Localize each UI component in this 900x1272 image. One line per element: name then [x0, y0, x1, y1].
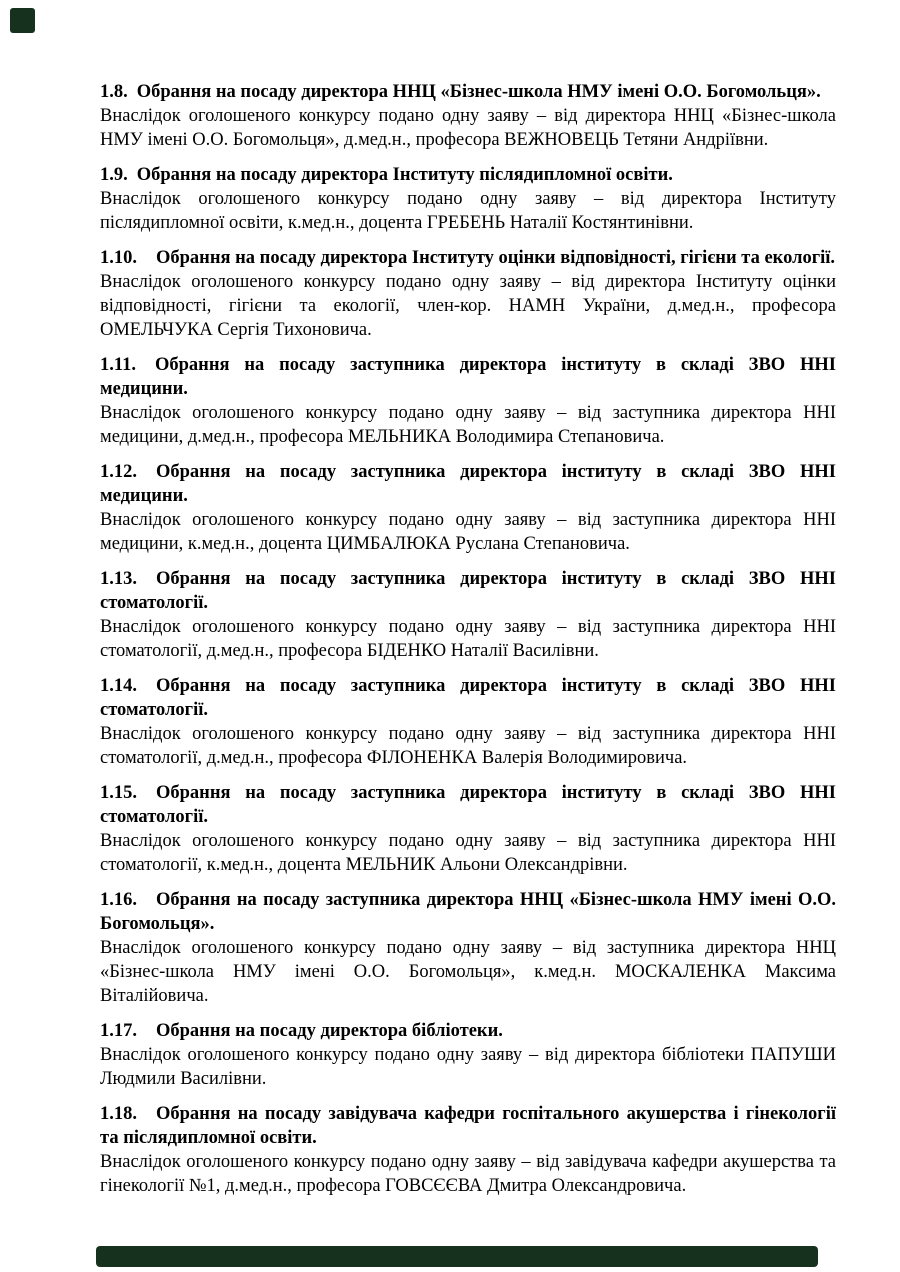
agenda-item-number: 1.12. — [100, 462, 137, 482]
agenda-item-body: Внаслідок оголошеного конкурсу подано одну заяву – від заступника директора ННІ медицини, к.мед.н., доцента ЦИМБАЛЮКА Руслана Степановича. — [100, 510, 836, 554]
agenda-item — [100, 674, 836, 770]
agenda-item-body: Внаслідок оголошеного конкурсу подано одну заяву – від директора ННЦ «Бізнес-школа НМУ імені О.О. Богомольця», д.мед.н., професора ВЕЖНОВЕЦЬ Тетяни Андріївни. — [100, 106, 836, 150]
agenda-item-heading — [100, 1019, 836, 1043]
agenda-item-number: 1.17. — [100, 1021, 137, 1041]
agenda-item-title: Обрання на посаду директора бібліотеки. — [156, 1021, 503, 1041]
agenda-item-number: 1.10. — [100, 248, 137, 268]
agenda-item-number: 1.15. — [100, 783, 137, 803]
agenda-item-title: Обрання на посаду директора ННЦ «Бізнес-школа НМУ імені О.О. Богомольця». — [136, 82, 821, 102]
agenda-item — [100, 888, 836, 1008]
agenda-item-number: 1.16. — [100, 890, 137, 910]
agenda-item-heading — [100, 163, 836, 187]
agenda-item-heading — [100, 80, 836, 104]
agenda-item-body: Внаслідок оголошеного конкурсу подано одну заяву – від заступника директора ННІ медицини, д.мед.н., професора МЕЛЬНИКА Володимира Степановича. — [100, 403, 836, 447]
scan-artifact-bar — [96, 1246, 818, 1267]
agenda-item-number: 1.13. — [100, 569, 137, 589]
agenda-item-title: Обрання на посаду заступника директора інституту в складі ЗВО ННІ медицини. — [100, 355, 836, 399]
agenda-item — [100, 80, 836, 152]
agenda-item-number: 1.18. — [100, 1104, 137, 1124]
agenda-item-heading — [100, 353, 836, 401]
agenda-item-title: Обрання на посаду заступника директора інституту в складі ЗВО ННІ стоматології. — [100, 676, 836, 720]
agenda-item-heading — [100, 674, 836, 722]
agenda-item-heading — [100, 781, 836, 829]
agenda-item-number: 1.11. — [100, 355, 136, 375]
agenda-item-heading — [100, 567, 836, 615]
agenda-item-body: Внаслідок оголошеного конкурсу подано одну заяву – від директора Інституту оцінки відповідності, гігієни та екології, член-кор. НАМН України, д.мед.н., професора ОМЕЛЬЧУКА Сергія Тихоновича. — [100, 272, 836, 340]
agenda-item — [100, 460, 836, 556]
agenda-item-title: Обрання на посаду заступника директора інституту в складі ЗВО ННІ медицини. — [100, 462, 836, 506]
agenda-item-body: Внаслідок оголошеного конкурсу подано одну заяву – від заступника директора ННІ стоматології, д.мед.н., професора ФІЛОНЕНКА Валерія Володимировича. — [100, 724, 836, 768]
agenda-item — [100, 353, 836, 449]
agenda-item-title: Обрання на посаду заступника директора ННЦ «Бізнес-школа НМУ імені О.О. Богомольця». — [100, 890, 836, 934]
agenda-item-heading — [100, 246, 836, 270]
scan-artifact-square — [10, 8, 35, 33]
agenda-item-heading — [100, 888, 836, 936]
agenda-item-title: Обрання на посаду директора Інституту післядипломної освіти. — [136, 165, 673, 185]
agenda-item-body: Внаслідок оголошеного конкурсу подано одну заяву – від завідувача кафедри акушерства та гінекології №1, д.мед.н., професора ГОВСЄЄВА Дмитра Олександровича. — [100, 1152, 836, 1196]
agenda-item-number: 1.14. — [100, 676, 137, 696]
agenda-item-body: Внаслідок оголошеного конкурсу подано одну заяву – від заступника директора ННІ стоматології, д.мед.н., професора БІДЕНКО Наталії Василівни. — [100, 617, 836, 661]
agenda-item-body: Внаслідок оголошеного конкурсу подано одну заяву – від директора Інституту післядипломної освіти, к.мед.н., доцента ГРЕБЕНЬ Наталії Костянтинівни. — [100, 189, 836, 233]
agenda-item-heading — [100, 1102, 836, 1150]
agenda-item-number: 1.8. — [100, 82, 128, 102]
agenda-item — [100, 163, 836, 235]
agenda-item — [100, 781, 836, 877]
agenda-item-title: Обрання на посаду заступника директора інституту в складі ЗВО ННІ стоматології. — [100, 783, 836, 827]
agenda-item-body: Внаслідок оголошеного конкурсу подано одну заяву – від заступника директора ННІ стоматології, к.мед.н., доцента МЕЛЬНИК Альони Олександрівни. — [100, 831, 836, 875]
agenda-item-title: Обрання на посаду директора Інституту оцінки відповідності, гігієни та екології. — [156, 248, 836, 268]
agenda-item — [100, 567, 836, 663]
agenda-item-title: Обрання на посаду заступника директора інституту в складі ЗВО ННІ стоматології. — [100, 569, 836, 613]
agenda-item — [100, 246, 836, 342]
agenda-item-heading — [100, 460, 836, 508]
agenda-item — [100, 1019, 836, 1091]
agenda-item-title: Обрання на посаду завідувача кафедри госпітального акушерства і гінекології та післядипломної освіти. — [100, 1104, 836, 1148]
document-content — [100, 80, 836, 1209]
agenda-item-body: Внаслідок оголошеного конкурсу подано одну заяву – від директора бібліотеки ПАПУШИ Людмили Василівни. — [100, 1045, 836, 1089]
agenda-item-number: 1.9. — [100, 165, 128, 185]
agenda-item-body: Внаслідок оголошеного конкурсу подано одну заяву – від заступника директора ННЦ «Бізнес-школа НМУ імені О.О. Богомольця», к.мед.н. МОСКАЛЕНКА Максима Віталійовича. — [100, 938, 836, 1006]
agenda-item — [100, 1102, 836, 1198]
